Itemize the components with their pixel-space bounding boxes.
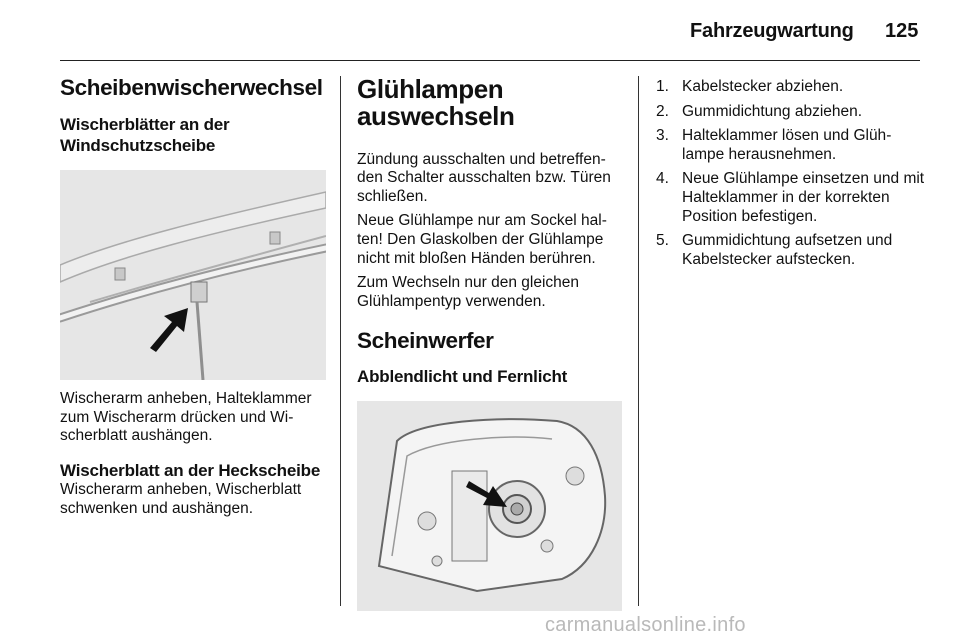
watermark: carmanualsonline.info (545, 614, 746, 636)
column-steps (656, 78, 926, 275)
step-list (656, 78, 926, 269)
list-item: 2. Gummidichtung abziehen. (656, 102, 863, 120)
wiper-blade-illustration (60, 170, 326, 380)
text-bulbs-para-2: Neue Glühlampe nur am Sockel halten! Den Glaskolben der Glühlampe nicht mit bloßen Händen berühren. (357, 212, 607, 267)
text-rear-instructions: Wischerarm anheben, Wischerblatt schwenken und aushängen. (60, 481, 302, 517)
headlight-illustration (357, 401, 622, 611)
list-item: 1. Kabelstecker abziehen. (656, 78, 844, 95)
column-wiper (60, 76, 326, 518)
subheading-windshield: Wischerblätter an der Windschutzscheibe (60, 114, 230, 155)
column-divider-2 (638, 76, 639, 606)
list-item: 3. Halteklammer lösen und Glühlampe herausnehmen. (656, 127, 892, 163)
text-bulbs-para-3: Zum Wechseln nur den gleichen Glühlampentyp verwenden. (357, 274, 580, 310)
column-bulbs (357, 76, 622, 611)
text-windshield-instructions: Wischerarm anheben, Halteklammer zum Wischerarm drücken und Wischerblatt aushängen. (60, 390, 312, 445)
column-divider-1 (340, 76, 341, 606)
section-heading-bulbs: Glühlampen auswechseln (357, 74, 515, 132)
list-item: 4. Neue Glühlampe einsetzen und mit Halteklammer in der korrekten Position befestigen. (656, 170, 925, 225)
page-number: 125 (885, 20, 919, 42)
subheading-low-high-beam: Abblendlicht und Fernlicht (357, 367, 568, 387)
page-header-title: Fahrzeugwartung (690, 20, 854, 42)
text-bulbs-para-1: Zündung ausschalten und betreffenden Schalter ausschalten bzw. Türen schließen. (357, 150, 611, 205)
subheading-rear-window: Wischerblatt an der Heckscheibe (60, 461, 321, 481)
section-heading-wiper: Scheibenwischerwechsel (60, 75, 323, 100)
section-heading-headlight: Scheinwerfer (357, 328, 494, 354)
header-rule (60, 60, 920, 61)
list-item: 5. Gummidichtung aufsetzen und Kabelstecker aufstecken. (656, 232, 893, 268)
